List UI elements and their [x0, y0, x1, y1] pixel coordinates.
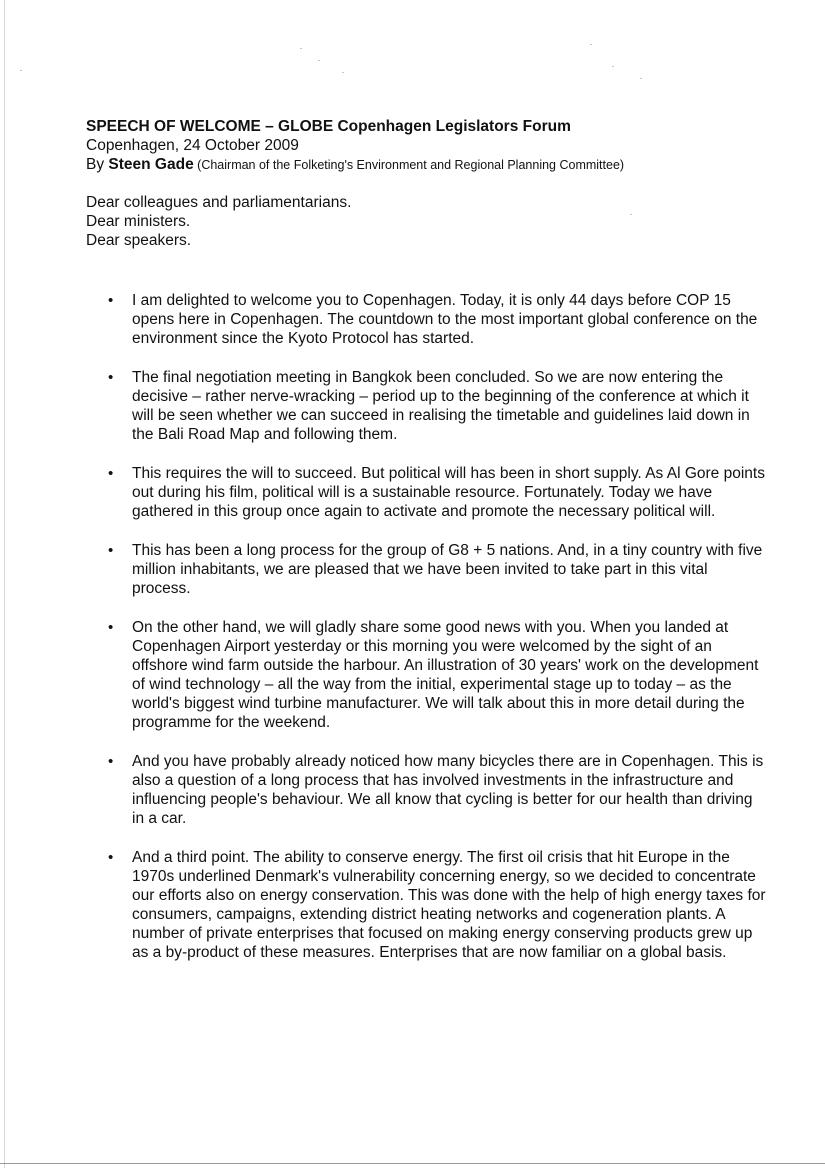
paragraph-text: I am delighted to welcome you to Copenhagen. Today, it is only 44 days before COP 15 opens here in Copenhagen. The countdown to the most important global conference on the environment since the Kyoto Protocol has started. [132, 292, 758, 347]
scan-speckle [318, 60, 320, 61]
paragraph-text: This requires the will to succeed. But political will has been in short supply. As Al Gore points out during his film, political will is a sustainable resource. Fortunately. Today we have gathered in this group once again to activate and promote the necessary political will. [132, 465, 765, 520]
bullet-paragraph [108, 752, 768, 828]
bullet-icon: • [108, 753, 114, 770]
bullet-paragraph [108, 464, 768, 521]
bullet-paragraph [108, 618, 768, 732]
speaker-role: (Chairman of the Folketing's Environment and Regional Planning Committee) [193, 158, 625, 172]
bullet-icon: • [108, 849, 114, 866]
scan-bottom-edge [0, 1163, 825, 1164]
speech-bullet-list [108, 291, 768, 982]
bullet-icon: • [108, 465, 114, 482]
bullet-paragraph [108, 848, 768, 962]
paragraph-text: The final negotiation meeting in Bangkok been concluded. So we are now entering the decisive – rather nerve-wracking – period up to the beginning of the conference at which it will be seen whether we can succeed in realising the timetable and guidelines laid down in the Bali Road Map and following them. [132, 369, 750, 443]
bullet-paragraph [108, 541, 768, 598]
speech-title: SPEECH OF WELCOME – GLOBE Copenhagen Legislators Forum [86, 118, 571, 135]
paragraph-text: This has been a long process for the group of G8 + 5 nations. And, in a tiny country with five million inhabitants, we are pleased that we have been invited to take part in this vital process. [132, 542, 763, 597]
scan-speckle [20, 70, 22, 71]
paragraph-text: And you have probably already noticed how many bicycles there are in Copenhagen. This is also a question of a long process that has involved investments in the infrastructure and influencing people's behaviour. We all know that cycling is better for our health than driving in a car. [132, 753, 764, 827]
bullet-icon: • [108, 292, 114, 309]
bullet-paragraph [108, 368, 768, 444]
greeting-line: Dear colleagues and parliamentarians. [86, 194, 352, 211]
scan-speckle [300, 48, 302, 49]
scan-left-edge [4, 0, 5, 1168]
bullet-paragraph [108, 291, 768, 348]
paragraph-text: On the other hand, we will gladly share some good news with you. When you landed at Copenhagen Airport yesterday or this morning you were welcomed by the sight of an offshore wind farm outside the harbour. An illustration of 30 years' work on the development of wind technology – all the way from the initial, experimental stage up to today – as the world's biggest wind turbine manufacturer. We will talk about this in more detail during the programme for the weekend. [132, 619, 759, 731]
scan-speckle [640, 78, 642, 79]
byline-prefix: By [86, 156, 109, 173]
bullet-icon: • [108, 619, 114, 636]
greeting-line: Dear ministers. [86, 213, 191, 230]
speaker-name: Steen Gade [108, 156, 194, 173]
bullet-icon: • [108, 542, 114, 559]
byline [86, 155, 786, 175]
greetings [86, 193, 786, 250]
scan-speckle [612, 66, 614, 67]
place-date: Copenhagen, 24 October 2009 [86, 137, 299, 154]
greeting-line: Dear speakers. [86, 232, 192, 249]
paragraph-text: And a third point. The ability to conserve energy. The first oil crisis that hit Europe in the 1970s underlined Denmark's vulnerability concerning energy, so we decided to concentrate our efforts also on energy conservation. This was done with the help of high energy taxes for consumers, campaigns, extending district heating networks and cogeneration plants. A number of private enterprises that focused on making energy conserving products grew up as a by-product of these measures. Enterprises that are now familiar on a global basis. [132, 849, 766, 961]
scan-speckle [590, 44, 592, 45]
bullet-icon: • [108, 369, 114, 386]
scan-speckle [342, 72, 344, 73]
document-header [86, 117, 786, 175]
